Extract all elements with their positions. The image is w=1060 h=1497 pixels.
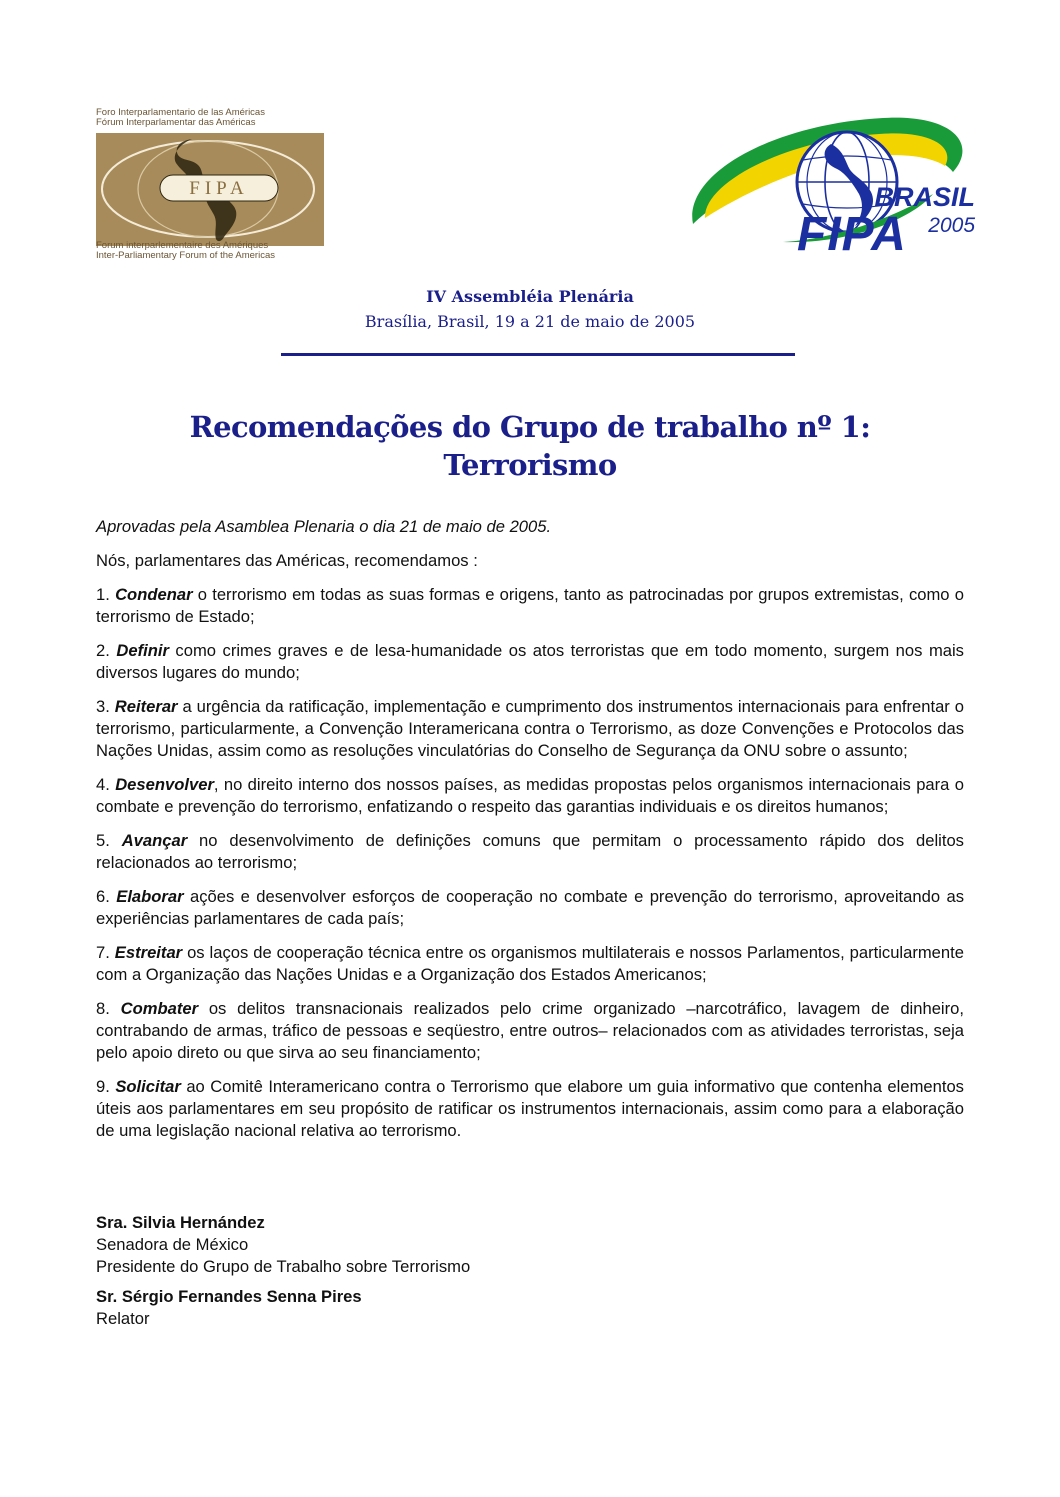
fipa-brasil-2005-logo (683, 114, 978, 259)
fipa-logo-bottom-line-1: Forum interparlementaire des Amériques (96, 240, 269, 251)
fipa-logo (96, 108, 336, 264)
recommendation-number: 9. (96, 1077, 110, 1096)
fipa-text: FIPA (797, 208, 907, 259)
fipa-logo-bottom-line-2: Inter-Parliamentary Forum of the Americas (96, 250, 275, 261)
recommendation-text: como crimes graves e de lesa-humanidade os atos terroristas que em todo momento, surgem nos mais diversos lugares do mundo; (96, 641, 964, 682)
recommendation-5 (96, 830, 964, 874)
document-title (0, 408, 1060, 484)
signatory-role: Senadora de México (96, 1235, 249, 1254)
assembly-location-date: Brasília, Brasil, 19 a 21 de maio de 2005 (364, 312, 696, 331)
signatory-2 (96, 1286, 964, 1330)
recommendation-number: 1. (96, 585, 110, 604)
recommendation-keyword: Combater (120, 999, 199, 1018)
recommendation-6 (96, 886, 964, 930)
recommendation-text: os laços de cooperação técnica entre os organismos multilaterais e nossos Parlamentos, particularmente com a Organização das Nações Unidas e a Organização dos Estados Americanos; (96, 943, 964, 984)
recommendation-text: o terrorismo em todas as suas formas e origens, tanto as patrocinadas por grupos extremistas, como o terrorismo de Estado; (96, 585, 964, 626)
assembly-title: IV Assembléia Plenária (426, 287, 634, 306)
fipa-logo-top-line-2: Fórum Interparlamentar das Américas (96, 117, 256, 128)
recommendation-4 (96, 774, 964, 818)
recommendation-keyword: Desenvolver (115, 775, 214, 794)
approval-note: Aprovadas pela Asamblea Plenaria o dia 21 de maio de 2005. (96, 517, 552, 536)
recommendation-7 (96, 942, 964, 986)
recommendation-number: 6. (96, 887, 110, 906)
intro-paragraph: Nós, parlamentares das Américas, recomendamos : (96, 551, 478, 570)
fipa-emblem-text: FIPA (189, 178, 249, 199)
header-divider (281, 353, 795, 356)
recommendation-number: 2. (96, 641, 110, 660)
document-title-line-2: Terrorismo (443, 448, 617, 482)
recommendation-text: ao Comitê Interamericano contra o Terrorismo que elabore um guia informativo que contenha elementos úteis aos parlamentares em seu propósito de ratificar os instrumentos internacionais, assim como para a elaboração de uma legislação nacional relativa ao terrorismo. (96, 1077, 964, 1140)
recommendation-keyword: Reiterar (114, 697, 178, 716)
recommendation-text: os delitos transnacionais realizados pelo crime organizado –narcotráfico, lavagem de dinheiro, contrabando de armas, tráfico de pessoas e seqüestro, entre outros– relacionados com as atividades terroristas, seja pelo apoio direto ou que sirva ao seu financiamento; (96, 999, 964, 1062)
signatures (96, 1212, 964, 1338)
signatory-role: Relator (96, 1309, 150, 1328)
recommendation-keyword: Avançar (121, 831, 188, 850)
recommendation-text: ações e desenvolver esforços de cooperação no combate e prevenção do terrorismo, aproveitando as experiências parlamentares de cada país; (96, 887, 964, 928)
year-text: 2005 (928, 214, 975, 237)
recommendation-keyword: Estreitar (114, 943, 183, 962)
recommendation-number: 5. (96, 831, 110, 850)
recommendation-text: , no direito interno dos nossos países, as medidas propostas pelos organismos internacionais para o combate e prevenção do terrorismo, enfatizando o respeito das garantias individuais e os direitos humanos; (96, 775, 964, 816)
fipa-logo-top-line-1: Foro Interparlamentario de las Américas (96, 107, 265, 118)
recommendation-keyword: Definir (116, 641, 169, 660)
recommendation-number: 8. (96, 999, 110, 1018)
recommendation-number: 7. (96, 943, 110, 962)
signatory-role: Presidente do Grupo de Trabalho sobre Terrorismo (96, 1257, 471, 1276)
recommendation-2 (96, 640, 964, 684)
signatory-1 (96, 1212, 964, 1278)
document-title-line-1: Recomendações do Grupo de trabalho nº 1: (189, 410, 871, 444)
recommendation-3 (96, 696, 964, 762)
fipa-logo-emblem (96, 133, 324, 246)
assembly-header (0, 284, 1060, 334)
americas-globe-icon (96, 133, 324, 246)
recommendation-keyword: Elaborar (116, 887, 184, 906)
recommendation-keyword: Condenar (115, 585, 193, 604)
recommendation-number: 3. (96, 697, 110, 716)
recommendation-number: 4. (96, 775, 110, 794)
recommendation-text: a urgência da ratificação, implementação e cumprimento dos instrumentos internacionais para enfrentar o terrorismo, particularmente, a Convenção Interamericana contra o Terrorismo, as doze Convenções e Protocolos das Nações Unidas, assim como as resoluções vinculatórias do Conselho de Segurança da ONU sobre o assunto; (96, 697, 964, 760)
globe-icon (683, 114, 978, 259)
signatory-name: Sra. Silvia Hernández (96, 1213, 265, 1232)
brasil-text: BRASIL (874, 182, 975, 212)
document-body (96, 516, 964, 1154)
recommendation-1 (96, 584, 964, 628)
signatory-name: Sr. Sérgio Fernandes Senna Pires (96, 1287, 362, 1306)
recommendation-text: no desenvolvimento de definições comuns que permitam o processamento rápido dos delitos relacionados ao terrorismo; (96, 831, 964, 872)
recommendation-9 (96, 1076, 964, 1142)
recommendation-8 (96, 998, 964, 1064)
recommendation-keyword: Solicitar (115, 1077, 181, 1096)
